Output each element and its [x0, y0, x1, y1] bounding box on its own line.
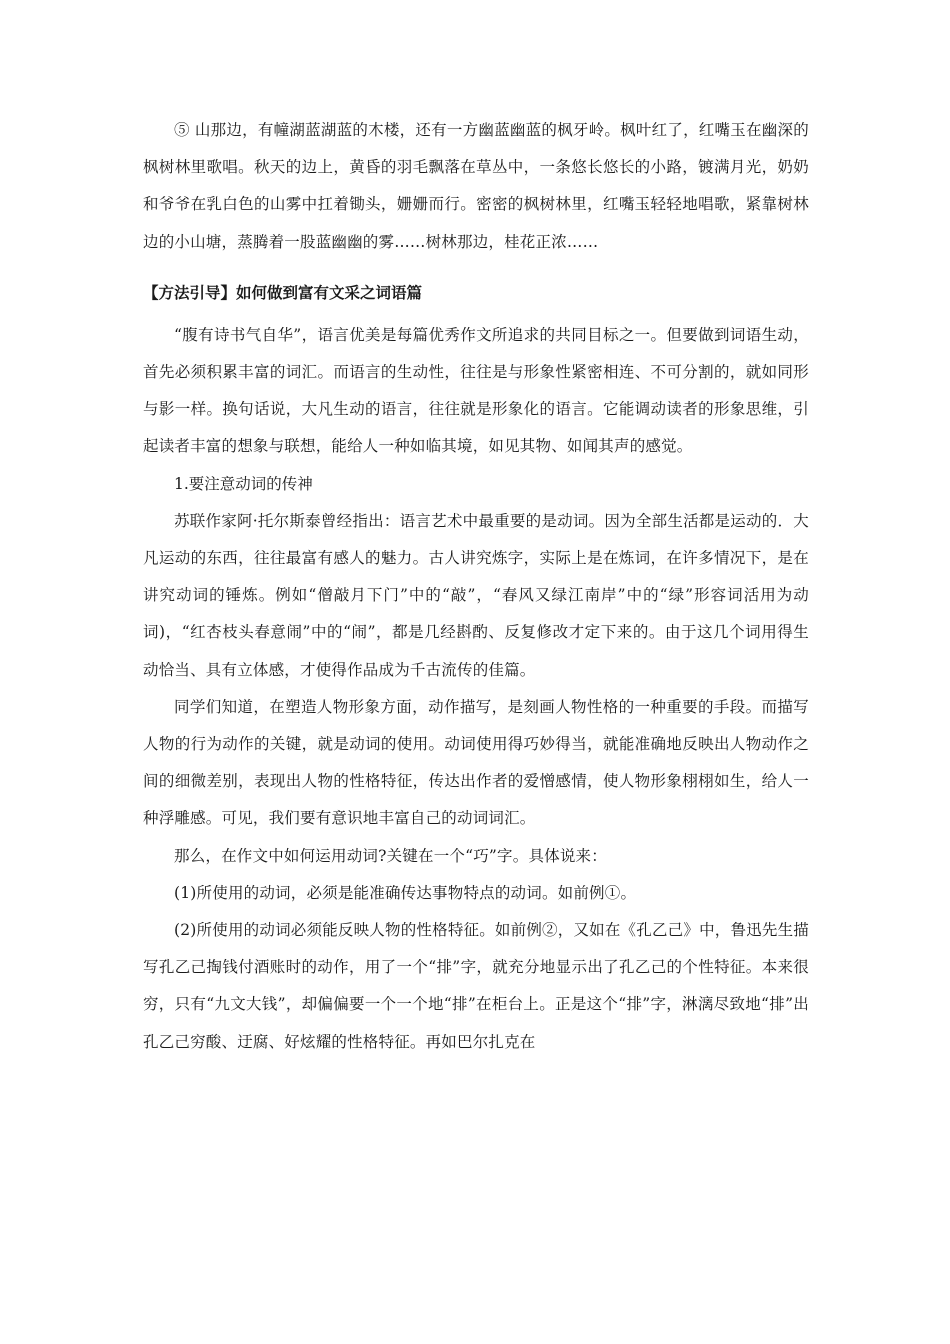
paragraph-tolstoy: 苏联作家阿·托尔斯泰曾经指出：语言艺术中最重要的是动词。因为全部生活都是运动的．大凡运动的东西，往往最富有感人的魅力。古人讲究炼字，实际上是在炼词，在许多情况下，是在讲究动词的锤炼。例如“僧敲月下门”中的“敲”，“春风又绿江南岸”中的“绿”形容词活用为动词)，“红杏枝头春意闹”中的“闹”，都是几经斟酌、反复修改才定下来的。由于这几个词用得生动恰当、具有立体感，才使得作品成为千古流传的佳篇。 — [143, 511, 809, 679]
list-item-2: (2)所使用的动词必须能反映人物的性格特征。如前例②，又如在《孔乙己》中，鲁迅先生描写孔乙己掏钱付酒账时的动作，用了一个“排”字，就充分地显示出了孔乙己的个性特征。本来很穷，只有“九文大钱”，却偏偏要一个一个地“排”在柜台上。正是这个“排”字，淋漓尽致地“排”出孔乙己穷酸、迂腐、好炫耀的性格特征。再如巴尔扎克在 — [143, 921, 809, 1051]
paragraph-example-5: ⑤ 山那边，有幢湖蓝湖蓝的木楼，还有一方幽蓝幽蓝的枫牙岭。枫叶红了，红嘴玉在幽深的枫树林里歌唱。秋天的边上，黄昏的羽毛飘落在草丛中，一条悠长悠长的小路，镀满月光，奶奶和爷爷在乳白色的山雾中扛着锄头，姗姗而行。密密的枫树林里，红嘴玉轻轻地唱歌，紧靠树林边的小山塘，蒸腾着一股蓝幽幽的雾……树林那边，桂花正浓…… — [143, 121, 809, 251]
list-item-1: (1)所使用的动词，必须是能准确传达事物特点的动词。如前例①。 — [174, 883, 637, 902]
paragraph-how: 那么，在作文中如何运用动词?关键在一个“巧”字。具体说来： — [174, 846, 607, 865]
section-heading — [143, 281, 809, 305]
subheading-verbs: 1.要注意动词的传神 — [174, 474, 313, 493]
section-title: 如何做到富有文采之词语篇 — [236, 283, 423, 302]
section-label: 【方法引导】 — [143, 283, 237, 302]
paragraph-character: 同学们知道，在塑造人物形象方面，动作描写，是刻画人物性格的一种重要的手段。而描写人物的行为动作的关键，就是动词的使用。动词使用得巧妙得当，就能准确地反映出人物动作之间的细微差别，表现出人物的性格特征，传达出作者的爱憎感情，使人物形象栩栩如生，给人一种浮雕感。可见，我们要有意识地丰富自己的动词词汇。 — [143, 697, 809, 828]
paragraph-intro: “腹有诗书气自华”，语言优美是每篇优秀作文所追求的共同目标之一。但要做到词语生动，首先必须积累丰富的词汇。而语言的生动性，往往是与形象性紧密相连、不可分割的，就如同形与影一样。换句话说，大凡生动的语言，往往就是形象化的语言。它能调动读者的形象思维，引起读者丰富的想象与联想，能给人一种如临其境，如见其物、如闻其声的感觉。 — [143, 325, 809, 456]
document-page — [143, 112, 809, 1061]
